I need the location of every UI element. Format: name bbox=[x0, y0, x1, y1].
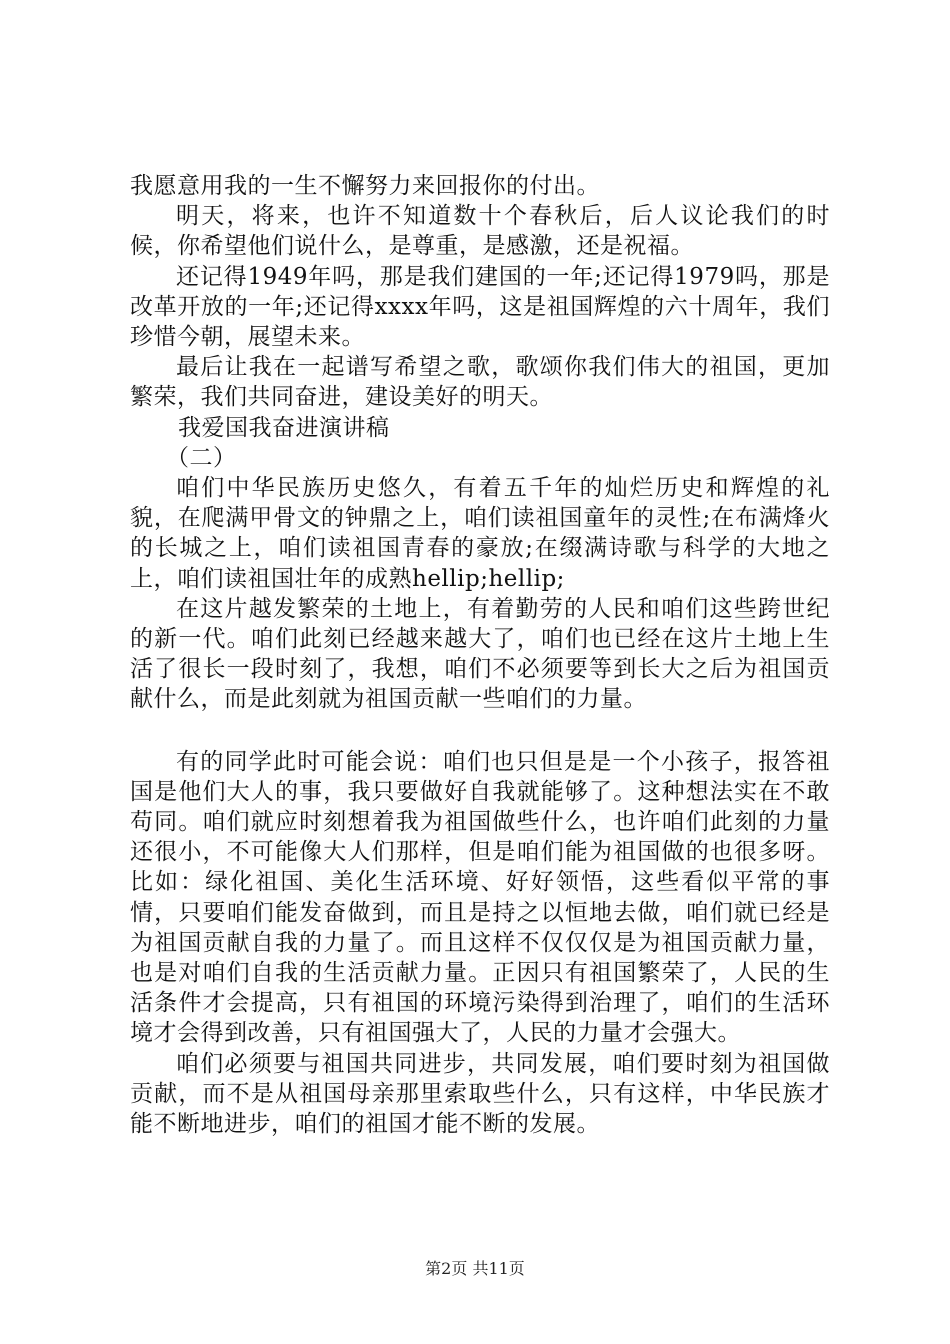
paragraph-7: 有的同学此时可能会说：咱们也只但是是一个小孩子，报答祖国是他们大人的事，我只要做好自我就能够了。这种想法实在不敢苟同。咱们就应时刻想着我为祖国做些什么，也许咱们此刻的力量还很小，不可能像大人们那样，但是咱们能为祖国做的也很多呀。比如：绿化祖国、美化生活环境、好好领悟，这些看似平常的事情，只要咱们能发奋做到，而且是持之以恒地去做，咱们就已经是为祖国贡献自我的力量了。而且这样不仅仅仅是为祖国贡献力量，也是对咱们自我的生活贡献力量。正因只有祖国繁荣了，人民的生活条件才会提高，只有祖国的环境污染得到治理了，咱们的生活环境才会得到改善，只有祖国强大了，人民的力量才会强大。 bbox=[130, 748, 830, 1047]
paragraph-3: 还记得1949年吗，那是我们建国的一年;还记得1979吗，那是改革开放的一年;还记得xxxx年吗，这是祖国辉煌的六十周年，我们珍惜今朝，展望未来。 bbox=[130, 263, 830, 351]
blank-line bbox=[130, 715, 830, 747]
paragraph-5: 咱们中华民族历史悠久，有着五千年的灿烂历史和辉煌的礼貌，在爬满甲骨文的钟鼎之上，咱们读祖国童年的灵性;在布满烽火的长城之上，咱们读祖国青春的豪放;在缀满诗歌与科学的大地之上，咱们读祖国壮年的成熟hellip;hellip; bbox=[130, 475, 830, 592]
section-title: 我爱国我奋进演讲稿 bbox=[178, 414, 390, 441]
paragraph-6: 在这片越发繁荣的土地上，有着勤劳的人民和咱们这些跨世纪的新一代。咱们此刻已经越来越大了，咱们也已经在这片土地上生活了很长一段时刻了，我想，咱们不必须要等到长大之后为祖国贡献什么，而是此刻就为祖国贡献一些咱们的力量。 bbox=[130, 595, 830, 713]
paragraph-4: 最后让我在一起谱写希望之歌，歌颂你我们伟大的祖国，更加繁荣，我们共同奋进，建设美好的明天。 bbox=[130, 354, 830, 411]
section-number: （二） bbox=[166, 444, 237, 471]
paragraph-2: 明天，将来，也许不知道数十个春秋后，后人议论我们的时候，你希望他们说什么，是尊重，是感激，还是祝福。 bbox=[130, 203, 830, 260]
page-footer: 第2页 共11页 bbox=[425, 1259, 525, 1278]
paragraph-8: 咱们必须要与祖国共同进步，共同发展，咱们要时刻为祖国做贡献，而不是从祖国母亲那里索取些什么，只有这样，中华民族才能不断地进步，咱们的祖国才能不断的发展。 bbox=[130, 1050, 830, 1138]
paragraph-1: 我愿意用我的一生不懈努力来回报你的付出。 bbox=[130, 173, 600, 199]
document-body bbox=[130, 171, 830, 1139]
